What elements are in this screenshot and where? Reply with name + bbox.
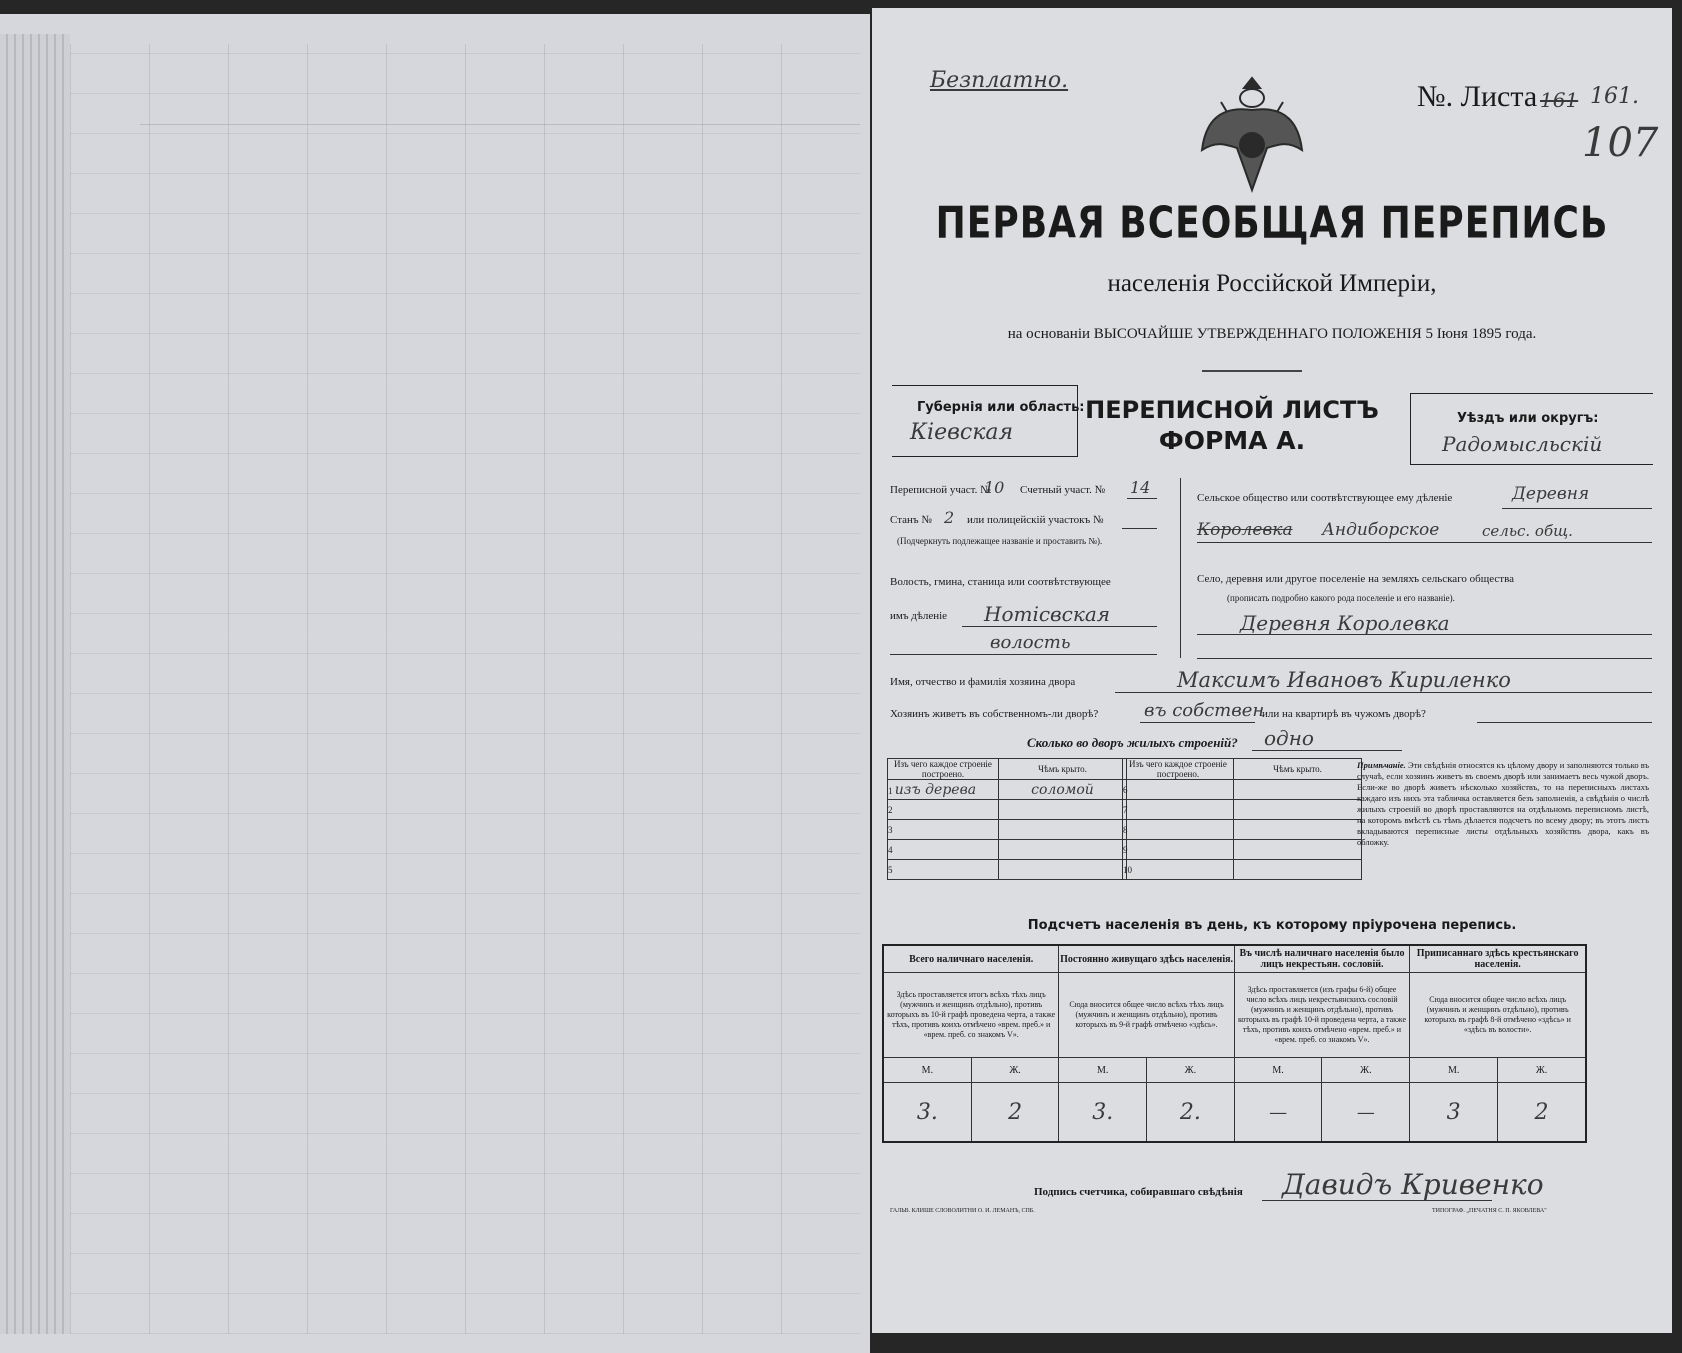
row1-material: изъ дерева [894, 781, 977, 798]
sheet-number-struck: 161 [1540, 88, 1579, 112]
count-desc-2: Сюда вносится общее число всѣхъ тѣхъ лицъ (мужчинъ и женщинъ отдѣльно), противъ которыхъ въ 9-й графѣ отмѣчено «здѣсь». [1059, 973, 1234, 1058]
volost-value-2: волость [990, 632, 1071, 653]
archive-number: 107 [1582, 120, 1659, 166]
selskoe-value-1: Деревня [1512, 484, 1590, 504]
selo-value: Деревня Королевка [1240, 611, 1450, 635]
buildings-label: Сколько во дворъ жилыхъ строеній? [1027, 735, 1238, 750]
imperial-eagle-emblem [1197, 70, 1307, 200]
selskoe-value-2: Королевка [1197, 520, 1293, 540]
subtitle: населенія Россійской Имперіи, [1107, 270, 1437, 297]
volost-label-2: имъ дѣленіе [890, 610, 948, 622]
count-value-8: 2 [1498, 1083, 1586, 1143]
list-title: ПЕРЕПИСНОЙ ЛИСТЪ [1085, 396, 1379, 424]
volost-value-1: Нотісвская [984, 602, 1110, 626]
perepis-uchast-value: 10 [984, 478, 1005, 497]
count-col-head-3: Въ числѣ наличнаго населенія было лицъ некрестьян. сословій. [1234, 945, 1410, 973]
stan-value: 2 [944, 508, 955, 527]
printer-right: ТИПОГРАФ. „ПЕЧАТНЯ С. П. ЯКОВЛЕВА" [1432, 1208, 1547, 1214]
volost-label-1: Волость, гмина, станица или соотвѣтствующее [890, 576, 1111, 588]
sheet-number-value: 161. [1590, 84, 1639, 109]
own-yard-value: въ собствен [1144, 700, 1265, 721]
column-divider [1180, 478, 1181, 658]
col-roof: Чѣмъ крыто. [999, 759, 1127, 780]
basis-line: на основаніи ВЫСОЧАЙШЕ УТВЕРЖДЕННАГО ПОЛОЖЕНІЯ 5 Іюня 1895 года. [1007, 326, 1537, 342]
free-label: Безплатно. [930, 68, 1069, 93]
left-page [0, 14, 870, 1353]
ornament-divider [1202, 370, 1302, 372]
selskoe-value-4: сельс. общ. [1482, 522, 1573, 540]
police-label: или полицейскій участокъ № [967, 514, 1104, 526]
selskoe-label: Сельское общество или соотвѣтствующее ему дѣленіе [1197, 492, 1453, 504]
bleed-through-text [140, 124, 860, 255]
guberniya-label: Губернія или область: [917, 400, 1085, 415]
count-desc-1: Здѣсь проставляется итогъ всѣхъ тѣхъ лицъ (мужчинъ и женщинъ отдѣльно), противъ которыхъ въ 10-й графѣ проведена черта, а также тѣхъ, противъ коихъ отмѣчено «врем. преб.» и «врем. преб. со знакомъ V». [883, 973, 1059, 1058]
buildings-value: одно [1264, 726, 1314, 750]
selo-label: Село, деревня или другое поселеніе на земляхъ сельскаго общества [1197, 573, 1515, 585]
selo-note: (прописать подробно какого рода поселеніе и его названіе). [1227, 593, 1455, 603]
col-material: Изъ чего каждое строеніе построено. [888, 759, 999, 780]
count-col-head-4: Приписаннаго здѣсь крестьянскаго населенія. [1410, 945, 1586, 973]
note-block [1357, 760, 1649, 848]
owner-label: Имя, отчество и фамилія хозяина двора [890, 676, 1076, 688]
form-title: ФОРМА А. [1158, 426, 1306, 455]
count-value-4: 2. [1147, 1083, 1235, 1143]
count-value-1: 3. [883, 1083, 971, 1143]
count-desc-4: Сюда вносится общее число всѣхъ лицъ (мужчинъ и женщинъ отдѣльно), противъ которыхъ въ графѣ 8-й отмѣчено «здѣсь» и «здѣсь въ волости». [1410, 973, 1586, 1058]
buildings-table-right: Изъ чего каждое строеніе построено. Чѣмъ крыто. 6 7 8 9 10 [1122, 758, 1362, 880]
count-value-3: 3. [1059, 1083, 1147, 1143]
count-value-7: 3 [1410, 1083, 1498, 1143]
count-col-head-1: Всего наличнаго населенія. [883, 945, 1059, 973]
perepis-uchast-label: Переписной участ. № [890, 484, 991, 496]
buildings-table-left: Изъ чего каждое строеніе построено. Чѣмъ крыто. 1 изъ дерева соломой 2 3 4 5 [887, 758, 1127, 880]
own-yard-label: Хозяинъ живетъ въ собственномъ-ли дворѣ? [890, 708, 1099, 720]
uezd-value: Радомысльскій [1442, 432, 1603, 456]
count-value-5: — [1234, 1083, 1322, 1143]
owner-value: Максимъ Ивановъ Кириленко [1177, 668, 1511, 692]
selskoe-value-3: Андиборское [1322, 520, 1440, 540]
count-heading: Подсчетъ населенія въ день, къ которому пріурочена перепись. [1027, 918, 1517, 933]
count-table: Всего наличнаго населенія. Постоянно живущаго здѣсь населенія. Въ числѣ наличнаго населенія было лицъ некрестьян. сословій. Приписаннаго здѣсь крестьянскаго населенія. Здѣсь проставляется итогъ всѣхъ тѣхъ лицъ (мужчинъ и женщинъ отдѣльно), противъ которыхъ въ 10-й графѣ проведена черта, а также тѣхъ, противъ коихъ отмѣчено «врем. преб.» и «врем. преб. со знакомъ V». Сюда вносится общее число всѣхъ тѣхъ лицъ (мужчинъ и женщинъ отдѣльно), противъ которыхъ въ 9-й графѣ отмѣчено «здѣсь». Здѣсь проставляется (изъ графы 6-й) общее число всѣхъ лицъ некрестьянскихъ сословій (мужчинъ и женщинъ отдѣльно), противъ которыхъ въ графѣ 10-й проведена черта, а также тѣхъ, противъ коихъ отмѣчено «врем. преб.» и «врем. преб. со знакомъ V». Сюда вносится общее число всѣхъ лицъ (мужчинъ и женщинъ отдѣльно), противъ которыхъ въ графѣ 8-й отмѣчено «здѣсь» и «здѣсь въ волости». М. Ж. М. Ж. М. Ж. М. Ж. 3. 2 3. 2. — — 3 2 [882, 944, 1587, 1143]
schetny-label: Счетный участ. № [1020, 484, 1106, 496]
printer-left: ГАЛЬВ. КЛИШЕ СЛОВОЛИТНИ О. И. ЛЕМАНЪ, СПБ. [890, 1208, 1035, 1214]
census-sheet [872, 8, 1672, 1333]
schetny-value: 14 [1130, 478, 1151, 497]
or-label: или на квартирѣ въ чужомъ дворѣ? [1262, 708, 1426, 720]
count-value-6: — [1322, 1083, 1410, 1143]
main-title: ПЕРВАЯ ВСЕОБЩАЯ ПЕРЕПИСЬ [935, 198, 1609, 249]
stan-label: Станъ № [890, 514, 932, 526]
sheet-number-label: №. Листа [1417, 80, 1538, 113]
row1-roof: соломой [1031, 781, 1094, 798]
signature-label: Подпись счетчика, собиравшаго свѣдѣнія [1034, 1186, 1243, 1198]
guberniya-value: Кіевская [910, 420, 1014, 445]
count-col-head-2: Постоянно живущаго здѣсь населенія. [1059, 945, 1234, 973]
note-title: Примѣчаніе. [1357, 760, 1406, 770]
underline-note: (Подчеркнуть подлежащее названіе и проставить №). [897, 536, 1103, 546]
count-value-2: 2 [971, 1083, 1059, 1143]
uezd-label: Уѣздъ или округъ: [1457, 411, 1599, 426]
count-desc-3: Здѣсь проставляется (изъ графы 6-й) общее число всѣхъ лицъ некрестьянскихъ сословій (мужчинъ и женщинъ отдѣльно), противъ которыхъ въ графѣ 10-й проведена черта, а также тѣхъ, противъ коихъ отмѣчено «врем. преб.» и «врем. преб. со знакомъ V». [1234, 973, 1410, 1058]
page-stack-edges [0, 34, 70, 1334]
note-text: Эти свѣдѣнія относятся къ цѣлому двору и заполняются только въ случаѣ, если хозяинъ живетъ въ своемъ дворѣ или занимаетъ весь чужой дворъ. Если-же во дворѣ живетъ нѣсколько хозяйствъ, то на переписныхъ листахъ каждаго изъ нихъ эта табличка оставляется безъ заполненія, а свѣдѣнія о числѣ жилыхъ строеній во дворѣ проставляются на отдѣльномъ переписномъ листѣ, на которомъ вмѣстѣ съ тѣмъ дѣлается подсчетъ по всему двору; въ этотъ листъ вкладываются переписные листы отдѣльныхъ хозяйствъ двора, какъ въ обложку. [1357, 760, 1649, 847]
signature-value: Давидъ Кривенко [1282, 1168, 1544, 1201]
